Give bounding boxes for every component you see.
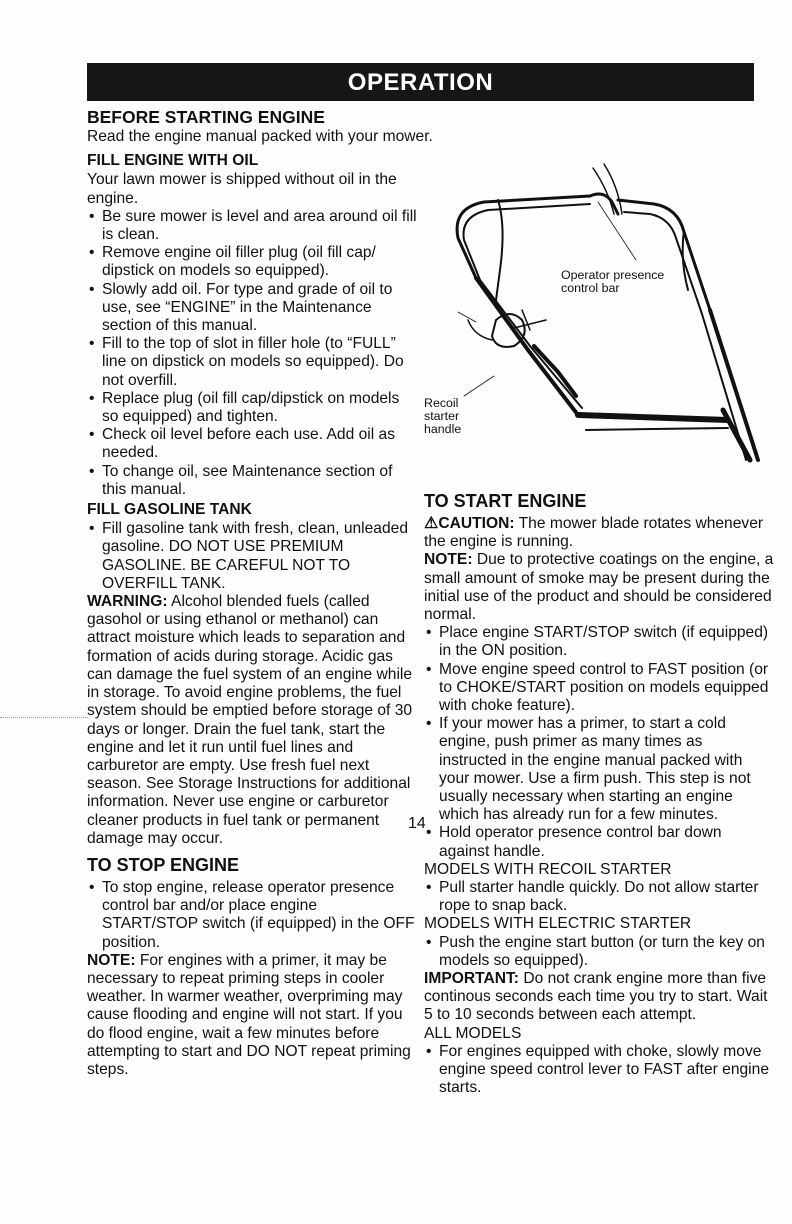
fill-oil-step: • Be sure mower is level and area around oil fill is clean. bbox=[87, 208, 417, 244]
recoil-models-heading: MODELS WITH RECOIL STARTER bbox=[424, 860, 672, 878]
start-steps-list bbox=[424, 624, 774, 861]
stop-engine-step: • To stop engine, release operator presence control bar and/or place engine START/STOP switch (if equipped) in the OFF position. bbox=[87, 879, 417, 952]
right-column bbox=[424, 491, 774, 1098]
stop-engine-heading: TO STOP ENGINE bbox=[87, 854, 240, 875]
start-step: • If your mower has a primer, to start a cold engine, push primer as many times as instructed in the engine manual packed with your mower. Use a firm push. This step is not usually necessary when starting an engine which has already run for a few minutes. bbox=[424, 715, 774, 824]
start-note bbox=[424, 551, 774, 624]
caution-icon: ⚠ bbox=[424, 515, 439, 532]
left-column bbox=[87, 107, 433, 1079]
note-label: NOTE: bbox=[424, 551, 473, 569]
recoil-starter-callout: Recoil starter handle bbox=[424, 396, 462, 436]
fill-oil-step: • Slowly add oil. For type and grade of oil to use, see “ENGINE” in the Maintenance section of this manual. bbox=[87, 281, 417, 336]
recoil-step: • Pull starter handle quickly. Do not allow starter rope to snap back. bbox=[424, 879, 774, 915]
start-step: • Hold operator presence control bar down against handle. bbox=[424, 824, 774, 860]
warning-text: Alcohol blended fuels (called gasohol or using ethanol or methanol) can attract moisture which leads to separation and formation of acids during storage. Acidic gas can damage the fuel system of an engine while in storage. To avoid engine problems, the fuel system should be emptied before storage of 30 days or longer. Drain the fuel tank, start the engine and let it run until fuel lines and carburetor are empty. Use fresh fuel next season. See Storage Instructions for additional information. Never use engine or carburetor cleaner products in fuel tank or permanent damage may occur. bbox=[87, 593, 413, 847]
fill-oil-step: • Replace plug (oil fill cap/dipstick on models so equipped) and tighten. bbox=[87, 390, 417, 426]
note-text: Due to protective coatings on the engine, a small amount of smoke may be present during the initial use of the product and should be considered normal. bbox=[424, 551, 774, 624]
before-starting-intro: Read the engine manual packed with your mower. bbox=[87, 128, 433, 145]
fill-oil-step: • Remove engine oil filler plug (oil fill cap/ dipstick on models so equipped). bbox=[87, 244, 417, 280]
important-label: IMPORTANT: bbox=[424, 970, 519, 988]
before-starting-heading: BEFORE STARTING ENGINE bbox=[87, 107, 325, 127]
start-step: • Move engine speed control to FAST position (or to CHOKE/START position on models equipped with choke feature). bbox=[424, 661, 774, 716]
stop-engine-list bbox=[87, 879, 417, 952]
banner-title: OPERATION bbox=[347, 69, 494, 96]
operation-banner bbox=[87, 63, 754, 101]
fill-oil-step: • Fill to the top of slot in filler hole (to “FULL” line on dipstick on models so equipped). Do not overfill. bbox=[87, 335, 417, 390]
electric-models-heading: MODELS WITH ELECTRIC STARTER bbox=[424, 915, 692, 933]
all-models-list bbox=[424, 1043, 774, 1098]
note-label: NOTE: bbox=[87, 951, 136, 969]
note-text: For engines with a primer, it may be necessary to repeat priming steps in cooler weather. In warmer weather, overpriming may cause flooding and engine will not start. If you do flood engine, wait a few minutes before attempting to start and DO NOT repeat priming steps. bbox=[87, 951, 411, 1078]
fill-gas-list bbox=[87, 520, 417, 593]
fill-gas-step: • Fill gasoline tank with fresh, clean, unleaded gasoline. DO NOT USE PREMIUM GASOLINE. BE CAREFUL NOT TO OVERFILL TANK. bbox=[87, 520, 417, 593]
important-text: Do not crank engine more than five continous seconds each time you try to start. Wait 5 to 10 seconds between each attempt. bbox=[424, 970, 768, 1024]
mower-handle-illustration bbox=[418, 160, 764, 465]
warning-label: WARNING: bbox=[87, 593, 168, 611]
electric-steps-list bbox=[424, 934, 774, 970]
page-number: 14 bbox=[408, 815, 426, 832]
fill-oil-heading: FILL ENGINE WITH OIL bbox=[87, 152, 259, 170]
recoil-steps-list bbox=[424, 879, 774, 915]
start-step: • Place engine START/STOP switch (if equipped) in the ON position. bbox=[424, 624, 774, 660]
scan-artifact-line bbox=[0, 717, 88, 718]
fill-oil-list bbox=[87, 208, 417, 499]
fill-gas-heading: FILL GASOLINE TANK bbox=[87, 501, 252, 519]
caution-text: The mower blade rotates whenever the engine is running. bbox=[424, 515, 764, 551]
all-models-step: • For engines equipped with choke, slowly move engine speed control lever to FAST after engine starts. bbox=[424, 1043, 774, 1098]
fill-oil-intro: Your lawn mower is shipped without oil in the engine. bbox=[87, 171, 397, 207]
operator-bar-callout: Operator presence control bar bbox=[561, 268, 665, 295]
start-engine-heading: TO START ENGINE bbox=[424, 491, 587, 511]
fuel-warning bbox=[87, 593, 417, 848]
all-models-heading: ALL MODELS bbox=[424, 1024, 522, 1042]
fill-oil-step: • To change oil, see Maintenance section of this manual. bbox=[87, 463, 417, 499]
primer-note bbox=[87, 952, 417, 1079]
important-note bbox=[424, 970, 774, 1025]
caution-label: CAUTION: bbox=[438, 515, 515, 532]
fill-oil-step: • Check oil level before each use. Add oil as needed. bbox=[87, 426, 417, 462]
electric-step: • Push the engine start button (or turn the key on models so equipped). bbox=[424, 934, 774, 970]
start-caution bbox=[424, 515, 774, 551]
